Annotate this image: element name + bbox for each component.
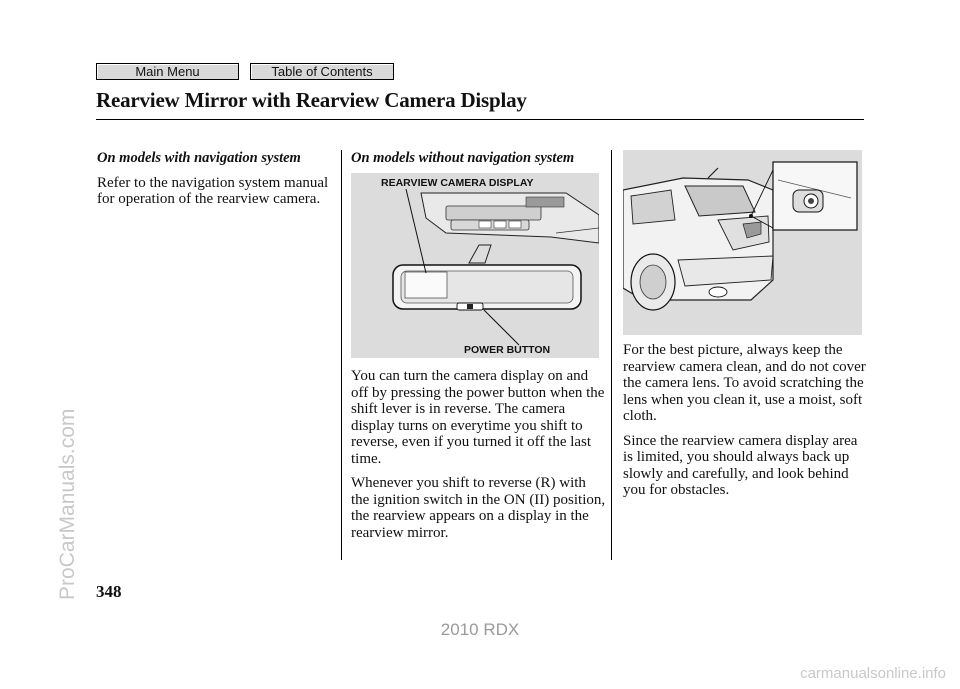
paragraph-best-picture: For the best picture, always keep the rearview camera clean, and do not cover the camera lens. To avoid scratching the lens when you clean it, use a moist, soft cloth. xyxy=(623,342,866,424)
paragraph-power-button: You can turn the camera display on and off by pressing the power button when the shift lever is in reverse. The camera display turns on everytime you shift to reverse, even if you turned it off the last time. xyxy=(351,368,605,467)
title-divider xyxy=(96,119,864,120)
subhead-with-navigation: On models with navigation system xyxy=(97,150,301,166)
column-divider-2 xyxy=(611,150,612,560)
label-power-button: POWER BUTTON xyxy=(464,344,551,356)
column-camera-care xyxy=(623,342,868,507)
column-divider-1 xyxy=(341,150,342,560)
column-no-navigation-body xyxy=(351,368,606,549)
mirror-drawing-icon xyxy=(351,173,599,358)
watermark-carmanualsonline: carmanualsonline.info xyxy=(800,665,946,682)
mirror-illustration xyxy=(351,173,599,358)
main-menu-button[interactable]: Main Menu xyxy=(96,63,239,80)
paragraph-reverse: Whenever you shift to reverse (R) with the ignition switch in the ON (II) position, the rearview appears on a display in the rearview mirror. xyxy=(351,475,606,541)
paragraph-refer-navigation: Refer to the navigation system manual for operation of the rearview camera. xyxy=(97,174,329,207)
paragraph-limited-area: Since the rearview camera display area is limited, you should always back up slowly and carefully, and look behind you for obstacles. xyxy=(623,432,858,498)
subhead-without-navigation: On models without navigation system xyxy=(351,150,575,166)
column-no-navigation xyxy=(351,150,601,175)
label-rearview-camera-display: REARVIEW CAMERA DISPLAY xyxy=(381,177,534,189)
car-rear-drawing-icon xyxy=(623,150,862,335)
page-number: 348 xyxy=(96,582,122,601)
page-title: Rearview Mirror with Rearview Camera Display xyxy=(96,88,527,112)
model-identifier: 2010 RDX xyxy=(440,620,520,639)
column-navigation xyxy=(97,150,337,216)
car-rear-illustration xyxy=(623,150,862,335)
table-of-contents-button[interactable]: Table of Contents xyxy=(250,63,394,80)
watermark-procarmanuals: ProCarManuals.com xyxy=(56,408,79,600)
